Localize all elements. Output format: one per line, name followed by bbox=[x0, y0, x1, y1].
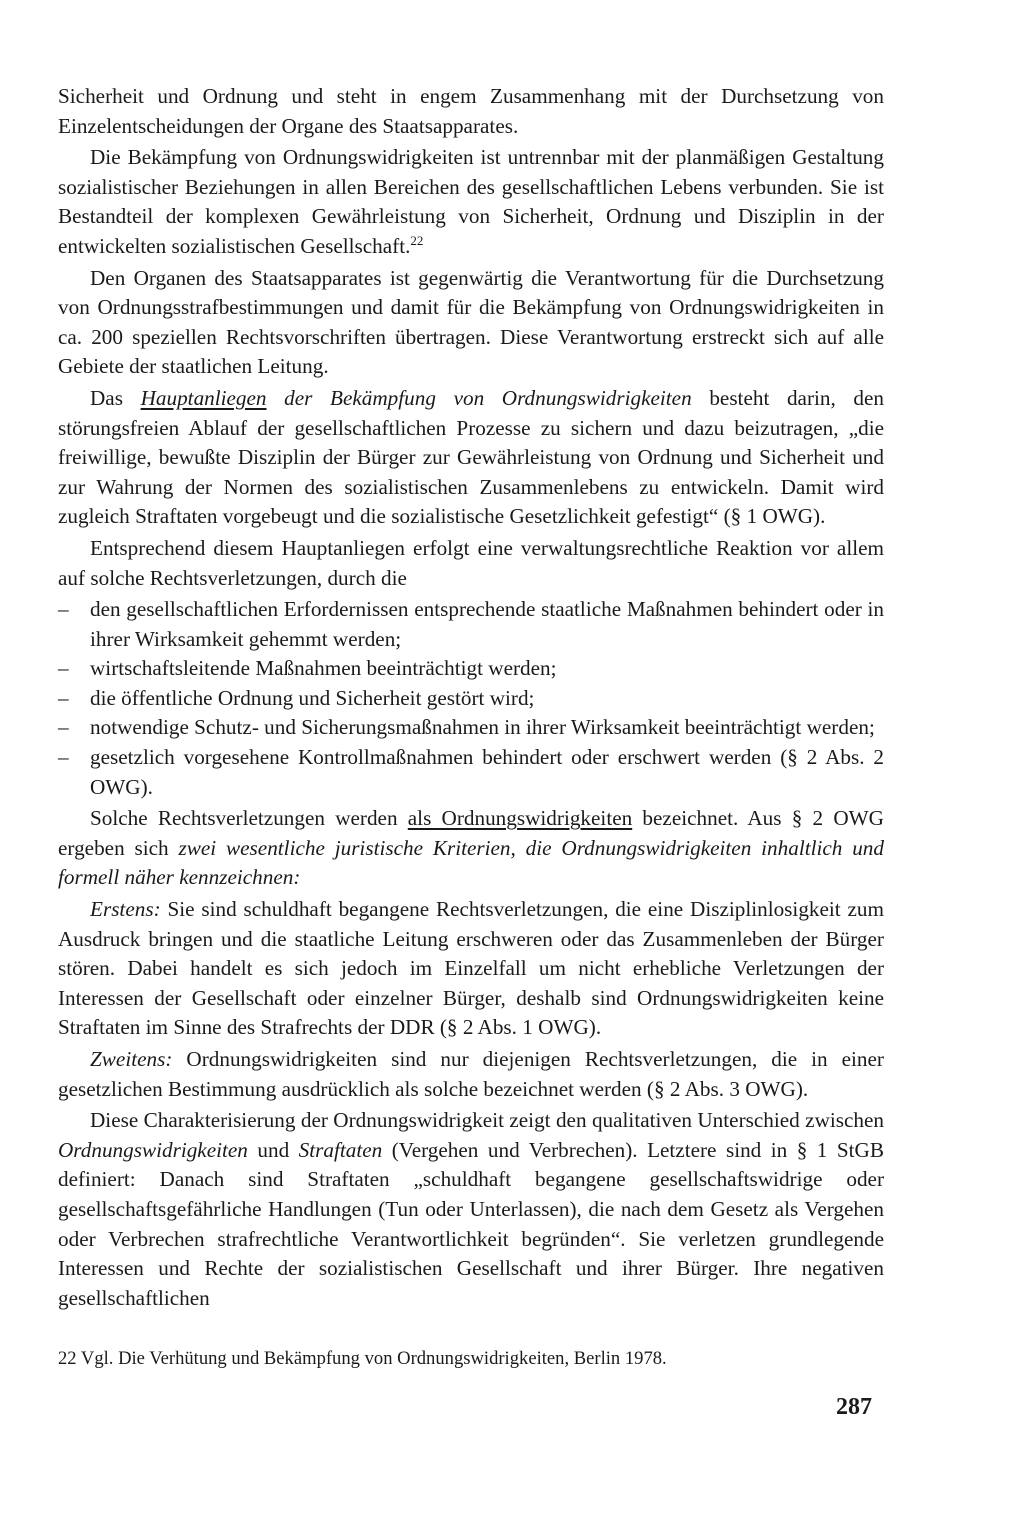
footnote-reference: 22 bbox=[410, 232, 424, 248]
paragraph-7: Erstens: Sie sind schuldhaft begangene Rechtsverletzungen, die eine Disziplinlosigkeit zum Ausdruck bringen und die staatliche Leitung erschweren oder das Zusammenleben der Bürger stören. Dabei handelt es sich jedoch im Einzelfall um nicht erhebliche Verletzungen der Interessen der Gesellschaft oder einzelner Bürger, deshalb sind Ordnungswidrigkeiten keine Straftaten im Sinne des Strafrechts der DDR (§ 2 Abs. 1 OWG). bbox=[58, 897, 884, 1040]
emphasis-zweitens: Zweitens: bbox=[90, 1047, 173, 1071]
list-item: – den gesellschaftlichen Erfordernissen entsprechende staatliche Maßnahmen behindert oder in ihrer Wirksamkeit gehemmt werden; bbox=[58, 597, 884, 651]
body-text bbox=[58, 82, 884, 1315]
emphasis-straftaten: Straftaten bbox=[298, 1137, 383, 1162]
list-item: – gesetzlich vorgesehene Kontrollmaßnahmen behindert oder erschwert werden (§ 2 Abs. 2 OWG). bbox=[58, 745, 884, 799]
paragraph-6: Solche Rechtsverletzungen werden als Ordnungswidrigkeiten bezeichnet. Aus § 2 OWG ergeben sich zwei wesentliche juristische Kriterien, die Ordnungswidrigkeiten inhaltlich und formell näher kennzeichnen: bbox=[58, 806, 884, 890]
emphasis-ordnungswidrigkeiten: Ordnungswidrigkeiten bbox=[58, 1137, 248, 1162]
paragraph-1: Sicherheit und Ordnung und steht in engem Zusammenhang mit der Durchsetzung von Einzelentscheidungen der Organe des Staatsapparates. bbox=[58, 84, 884, 138]
dash-bullet: – bbox=[58, 745, 69, 770]
footnote: 22 Vgl. Die Verhütung und Bekämpfung von Ordnungswidrigkeiten, Berlin 1978. bbox=[58, 1348, 667, 1369]
emphasis-bekaempfung: der Bekämpfung von Ordnungswidrigkeiten bbox=[266, 385, 692, 410]
paragraph-5: Entsprechend diesem Hauptanliegen erfolgt eine verwaltungsrechtliche Reaktion vor allem auf solche Rechtsverletzungen, durch die bbox=[58, 535, 884, 590]
criteria-list bbox=[58, 595, 884, 802]
page-number: 287 bbox=[836, 1394, 872, 1420]
dash-bullet: – bbox=[58, 597, 69, 622]
emphasis-hauptanliegen: Hauptanliegen bbox=[140, 385, 267, 410]
paragraph-9: Diese Charakterisierung der Ordnungswidrigkeit zeigt den qualitativen Unterschied zwischen Ordnungswidrigkeiten und Straftaten (Vergehen und Verbrechen). Letztere sind in § 1 StGB definiert: Danach sind Straftaten „schuldhaft begangene gesellschaftswidrige oder gesellschaftsgefährliche Handlungen (Tun oder Unterlassen), die nach dem Gesetz als Vergehen oder Verbrechen strafrechtliche Verantwortlichkeit begründen“. Sie verletzen grundlegende Interessen und Rechte der sozialistischen Gesellschaft und ihrer Bürger. Ihre negativen gesellschaftlichen bbox=[58, 1108, 884, 1310]
list-item: – die öffentliche Ordnung und Sicherheit gestört wird; bbox=[58, 684, 884, 714]
dash-bullet: – bbox=[58, 685, 69, 710]
paragraph-3: Den Organen des Staatsapparates ist gegenwärtig die Verantwortung für die Durchsetzung von Ordnungsstrafbestimmungen und damit für die Bekämpfung von Ordnungswidrigkeiten in ca. 200 speziellen Rechtsvorschriften übertragen. Diese Verantwortung erstreckt sich auf alle Gebiete der staatlichen Leitung. bbox=[58, 265, 884, 379]
list-item: – wirtschaftsleitende Maßnahmen beeinträchtigt werden; bbox=[58, 654, 884, 684]
paragraph-4: Das Hauptanliegen der Bekämpfung von Ordnungswidrigkeiten besteht darin, den störungsfreien Ablauf der gesellschaftlichen Prozesse zu sichern und dazu beizutragen, „die freiwillige, bewußte Disziplin der Bürger zur Gewährleistung von Ordnung und Sicherheit und zur Wahrung der Normen des sozialistischen Zusammenlebens zu entwickeln. Damit wird zugleich Straftaten vorgebeugt und die sozialistische Gesetzlichkeit gefestigt“ (§ 1 OWG). bbox=[58, 385, 885, 529]
paragraph-8: Zweitens: Ordnungswidrigkeiten sind nur diejenigen Rechtsverletzungen, die in einer gesetzlichen Bestimmung ausdrücklich als solche bezeichnet werden (§ 2 Abs. 3 OWG). bbox=[58, 1047, 884, 1101]
emphasis-erstens: Erstens: bbox=[90, 897, 161, 922]
paragraph-2: Die Bekämpfung von Ordnungswidrigkeiten ist untrennbar mit der planmäßigen Gestaltung sozialistischer Beziehungen in allen Bereichen des gesellschaftlichen Lebens verbunden. Sie ist Bestandteil der komplexen Gewährleistung von Sicherheit, Ordnung und Disziplin in der entwickelten sozialistischen Gesellschaft.$^{22}$ bbox=[58, 145, 884, 258]
dash-bullet: – bbox=[58, 656, 69, 681]
emphasis-kriterien: zwei wesentliche juristische Kriterien, die Ordnungswidrigkeiten inhaltlich und formell näher kennzeichnen: bbox=[58, 835, 884, 890]
dash-bullet: – bbox=[58, 715, 69, 740]
underline-ordnungswidrigkeiten: als Ordnungswidrigkeiten bbox=[407, 806, 633, 831]
list-item: – notwendige Schutz- und Sicherungsmaßnahmen in ihrer Wirksamkeit beeinträchtigt werden; bbox=[58, 713, 884, 743]
